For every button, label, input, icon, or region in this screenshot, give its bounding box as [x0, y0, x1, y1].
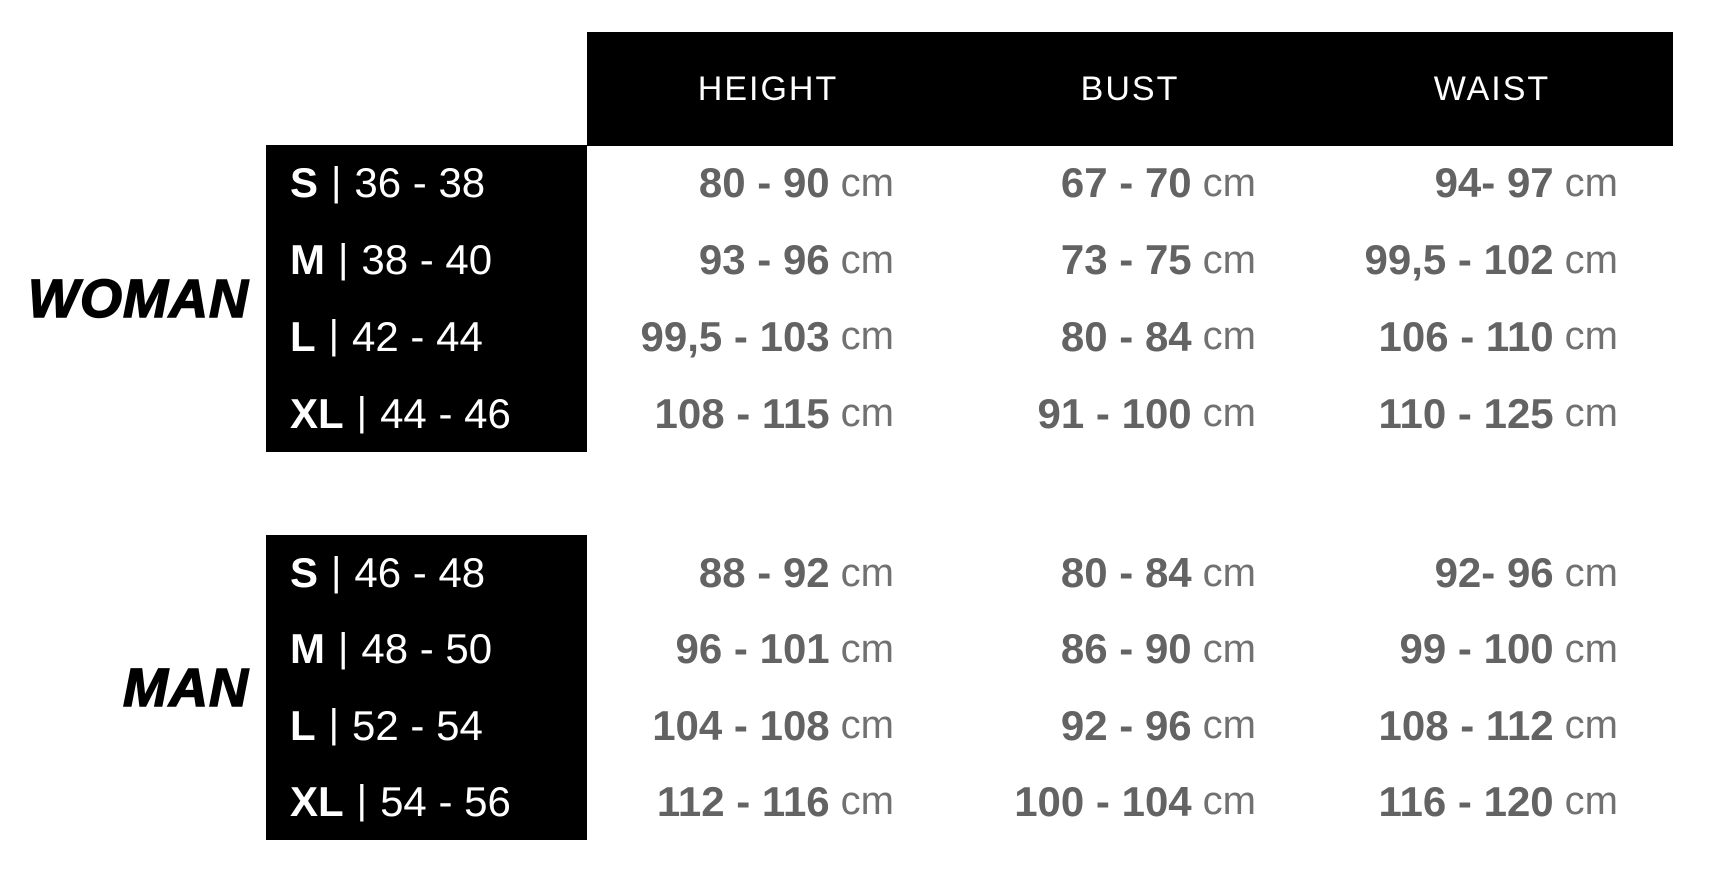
size-separator: |: [328, 702, 340, 747]
measurement-cell: [1311, 611, 1673, 687]
unit-label: cm: [1564, 160, 1618, 205]
measurement-value: 108 - 112: [1378, 701, 1554, 749]
measurement-value: 99 - 100: [1399, 625, 1554, 673]
measurement-cell: [587, 222, 949, 299]
measurement-value: 80 - 84: [1060, 312, 1192, 360]
size-range: 48 - 50: [361, 625, 493, 673]
measurement-cell: [949, 145, 1311, 222]
measurement-cell: [587, 611, 949, 687]
size-row: [290, 222, 587, 299]
size-row: [290, 375, 587, 452]
measurement-cell: [587, 145, 949, 222]
table-header: [587, 32, 1673, 146]
unit-label: cm: [1202, 160, 1256, 205]
unit-label: cm: [840, 703, 894, 748]
measurement-value: 112 - 116: [656, 777, 830, 825]
size-separator: |: [328, 313, 340, 358]
measurement-cell: [949, 611, 1311, 687]
unit-label: cm: [1202, 314, 1256, 359]
unit-label: cm: [1564, 550, 1618, 595]
unit-label: cm: [1564, 237, 1618, 282]
unit-label: cm: [1564, 314, 1618, 359]
column-header-bust: BUST: [1080, 69, 1180, 108]
measurement-cell: [587, 764, 949, 840]
measurement-value: 91 - 100: [1037, 389, 1192, 437]
unit-label: cm: [840, 160, 894, 205]
unit-label: cm: [1202, 391, 1256, 436]
measurement-value: 99,5 - 102: [1364, 236, 1554, 284]
measurement-cell: [587, 535, 949, 611]
size-range: 54 - 56: [380, 777, 511, 825]
size-separator: |: [331, 549, 342, 594]
size-row: [290, 535, 587, 611]
size-row: [290, 764, 587, 840]
measurement-cell: [949, 535, 1311, 611]
measurement-cell: [949, 375, 1311, 452]
unit-label: cm: [1202, 703, 1256, 748]
unit-label: cm: [1564, 703, 1618, 748]
size-range: 52 - 54: [352, 701, 483, 749]
size-range: 38 - 40: [361, 236, 493, 284]
measurement-cell: [587, 688, 949, 764]
size-code: XL: [290, 389, 344, 437]
measurement-value: 80 - 90: [698, 159, 830, 207]
unit-label: cm: [840, 779, 894, 824]
measurement-value: 80 - 84: [1060, 549, 1192, 597]
measurement-cell: [949, 299, 1311, 376]
section-label-woman: WOMAN: [28, 268, 249, 329]
measurement-value: 116 - 120: [1378, 777, 1554, 825]
column-header-height: HEIGHT: [697, 69, 839, 108]
size-separator: |: [331, 159, 342, 204]
measurement-value: 104 - 108: [652, 701, 830, 749]
size-code: L: [290, 312, 316, 360]
size-row: [290, 299, 587, 376]
unit-label: cm: [840, 237, 894, 282]
measurement-cell: [1311, 145, 1673, 222]
measurement-cell: [587, 299, 949, 376]
woman-size-panel: [266, 145, 587, 452]
column-header-waist: WAIST: [1433, 69, 1551, 108]
size-code: L: [290, 701, 316, 749]
woman-measurements: [587, 145, 1673, 452]
size-row: [290, 688, 587, 764]
measurement-cell: [1311, 375, 1673, 452]
size-separator: |: [356, 390, 368, 435]
unit-label: cm: [1564, 626, 1618, 671]
measurement-cell: [1311, 299, 1673, 376]
measurement-value: 86 - 90: [1060, 625, 1192, 673]
unit-label: cm: [840, 314, 894, 359]
size-range: 44 - 46: [380, 389, 511, 437]
measurement-value: 108 - 115: [654, 389, 830, 437]
unit-label: cm: [840, 550, 894, 595]
man-measurements: [587, 535, 1673, 840]
measurement-value: 67 - 70: [1060, 159, 1192, 207]
size-separator: |: [338, 236, 349, 281]
unit-label: cm: [1202, 779, 1256, 824]
size-code: S: [290, 549, 319, 597]
size-range: 42 - 44: [352, 312, 483, 360]
size-row: [290, 145, 587, 222]
measurement-value: 100 - 104: [1014, 777, 1192, 825]
measurement-value: 93 - 96: [698, 236, 830, 284]
measurement-value: 92 - 96: [1060, 701, 1192, 749]
size-code: XL: [290, 777, 344, 825]
unit-label: cm: [1202, 550, 1256, 595]
measurement-cell: [949, 222, 1311, 299]
size-range: 46 - 48: [354, 549, 486, 597]
measurement-cell: [949, 688, 1311, 764]
man-size-panel: [266, 535, 587, 840]
size-range: 36 - 38: [354, 159, 486, 207]
size-row: [290, 611, 587, 687]
measurement-cell: [1311, 222, 1673, 299]
measurement-cell: [587, 375, 949, 452]
size-code: M: [290, 625, 325, 673]
measurement-value: 99,5 - 103: [640, 312, 830, 360]
measurement-cell: [1311, 535, 1673, 611]
measurement-value: 106 - 110: [1378, 312, 1554, 360]
size-separator: |: [356, 778, 368, 823]
measurement-cell: [1311, 688, 1673, 764]
measurement-value: 110 - 125: [1378, 389, 1554, 437]
unit-label: cm: [1202, 626, 1256, 671]
measurement-value: 96 - 101: [675, 625, 830, 673]
measurement-cell: [949, 764, 1311, 840]
measurement-value: 92- 96: [1434, 549, 1554, 597]
measurement-value: 88 - 92: [698, 549, 830, 597]
unit-label: cm: [1564, 391, 1618, 436]
size-code: M: [290, 236, 325, 284]
section-label-man: MAN: [123, 657, 249, 718]
unit-label: cm: [840, 626, 894, 671]
unit-label: cm: [1202, 237, 1256, 282]
measurement-cell: [1311, 764, 1673, 840]
unit-label: cm: [1564, 779, 1618, 824]
measurement-value: 73 - 75: [1060, 236, 1192, 284]
size-separator: |: [338, 625, 349, 670]
measurement-value: 94- 97: [1434, 159, 1554, 207]
unit-label: cm: [840, 391, 894, 436]
size-code: S: [290, 159, 319, 207]
